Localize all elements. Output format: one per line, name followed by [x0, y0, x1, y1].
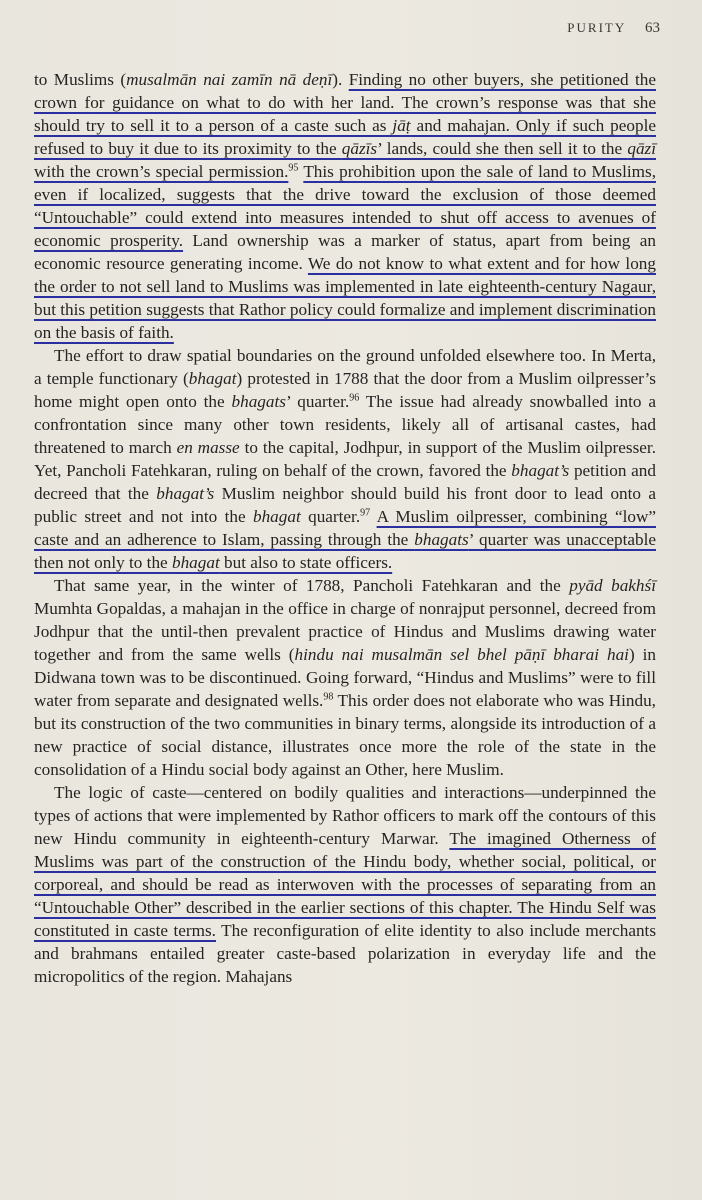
running-header — [567, 20, 660, 37]
italic-term: bhagat — [252, 507, 301, 526]
text-run: The effort to draw spatial boundaries on the ground unfolded elsewhere too. In Merta, a temple functionary ( — [34, 346, 656, 388]
pen-underlined-text: A Muslim oilpresser, combining “low” caste and an adherence to Islam, passing through the — [34, 507, 657, 549]
pen-underlined-text: The imagined Otherness of Muslims was part of the construction of the Hindu body, whether social, political, or corporeal, and should be read as interwoven with the processes of separating from an “Untouchable Other” described in the earlier sections of this chapter. The Hindu Self was constituted in caste terms. — [34, 829, 656, 940]
running-title: PURITY — [567, 20, 626, 35]
text-run: quarter. — [300, 507, 361, 526]
footnote-marker: 97 — [360, 507, 371, 519]
text-run: ) in Didwana town was to be discontinued. Going forward, “Hindus and Muslims” were to fill water from separate and designated wells. — [34, 645, 657, 710]
text-run: petition and decreed that the — [34, 461, 656, 503]
underlined-italic-term: qāzīs — [341, 139, 378, 158]
text-run: ). — [332, 70, 349, 89]
text-run: ) protested in 1788 that the door from a Muslim oilpresser’s home might open onto the — [34, 369, 656, 411]
text-run: to the capital, Jodhpur, in support of the Muslim oilpresser. Yet, Pancholi Fatehkaran, ruling on behalf of the crown, favored the — [34, 438, 656, 480]
body-text — [34, 68, 656, 988]
underlined-italic-term: bhagats — [414, 530, 469, 549]
pen-underlined-text: We do not know to what extent and for how long the order to not sell land to Muslims was implemented in late eighteenth-century Nagaur, but this petition suggests that Rathor policy could formalize and implement discrimination on the basis of faith. — [34, 254, 656, 342]
underlined-italic-term: bhagat — [171, 553, 220, 572]
paragraph — [34, 781, 656, 988]
pen-underlined-text: and mahajan. Only if such people refused to buy it due to its proximity to the — [34, 116, 656, 158]
paragraph — [34, 68, 656, 344]
italic-term: bhagat’s — [156, 484, 215, 503]
pen-underlined-text: with the crown’s special permission. — [34, 162, 289, 181]
text-run: Mumhta Gopaldas, a mahajan in the office in charge of nonrajput personnel, decreed from Jodhpur that the until-then prevalent practice of Hindus and Muslims drawing water together and from the same wells ( — [34, 599, 656, 664]
paragraph — [34, 574, 656, 781]
italic-term: bhagats — [231, 392, 286, 411]
text-run: Muslim neighbor should build his front door to lead onto a public street and not into the — [34, 484, 657, 526]
pen-underlined-text: ’ lands, could she then sell it to the — [377, 139, 628, 158]
underlined-italic-term: qāzī — [627, 139, 656, 158]
text-run: The issue had already snowballed into a confrontation since many other town residents, likely all of artisanal castes, had threatened to march — [34, 392, 656, 457]
underlined-italic-term: jāṭ — [392, 116, 411, 135]
italic-term: hindu nai musalmān sel bhel pāṇī bharai hai — [294, 645, 629, 664]
footnote-marker: 95 — [288, 162, 299, 174]
page-number: 63 — [645, 20, 660, 36]
text-run: Land ownership was a marker of status, apart from being an economic resource generating income. — [34, 231, 656, 273]
text-run: That same year, in the winter of 1788, Pancholi Fatehkaran and the — [54, 576, 570, 595]
italic-term: bhagat — [188, 369, 237, 388]
italic-term: musalmān nai zamīn nā deṇī — [126, 70, 333, 89]
text-run: The logic of caste—centered on bodily qualities and interactions—underpinned the types of actions that were implemented by Rathor officers to mark off the contours of this new Hindu community in eighteenth-century Marwar. — [34, 783, 656, 848]
italic-term: en masse — [176, 438, 240, 457]
footnote-marker: 96 — [349, 392, 360, 404]
pen-underlined-text: Finding no other buyers, she petitioned the crown for guidance on what to do with her land. The crown’s response was that she should try to sell it to a person of a caste such as — [34, 70, 656, 135]
paragraph — [34, 344, 656, 574]
text-run: The reconfiguration of elite identity to also include merchants and brahmans entailed greater caste-based polarization in everyday life and the micropolitics of the region. Mahajans — [34, 921, 657, 986]
pen-underlined-text: This prohibition upon the sale of land to Muslims, even if localized, suggests that the drive toward the exclusion of those deemed “Untouchable” could extend into measures intended to shut off access to avenues of economic prosperity. — [34, 162, 656, 250]
text-run: ’ quarter. — [285, 392, 350, 411]
footnote-marker: 98 — [323, 691, 334, 703]
italic-term: bhagat’s — [511, 461, 570, 480]
pen-underlined-text: ’ quarter was unacceptable then not only to the — [34, 530, 657, 572]
pen-underlined-text: but also to state officers. — [219, 553, 393, 572]
italic-term: pyād bakhśī — [569, 576, 656, 595]
text-run: This order does not elaborate who was Hindu, but its construction of the two communities in binary terms, alongside its introduction of a new practice of social distance, illustrates once more the role of the state in the consolidation of a Hindu social body against an Other, here Muslim. — [34, 691, 656, 779]
text-run: to Muslims ( — [34, 70, 127, 89]
